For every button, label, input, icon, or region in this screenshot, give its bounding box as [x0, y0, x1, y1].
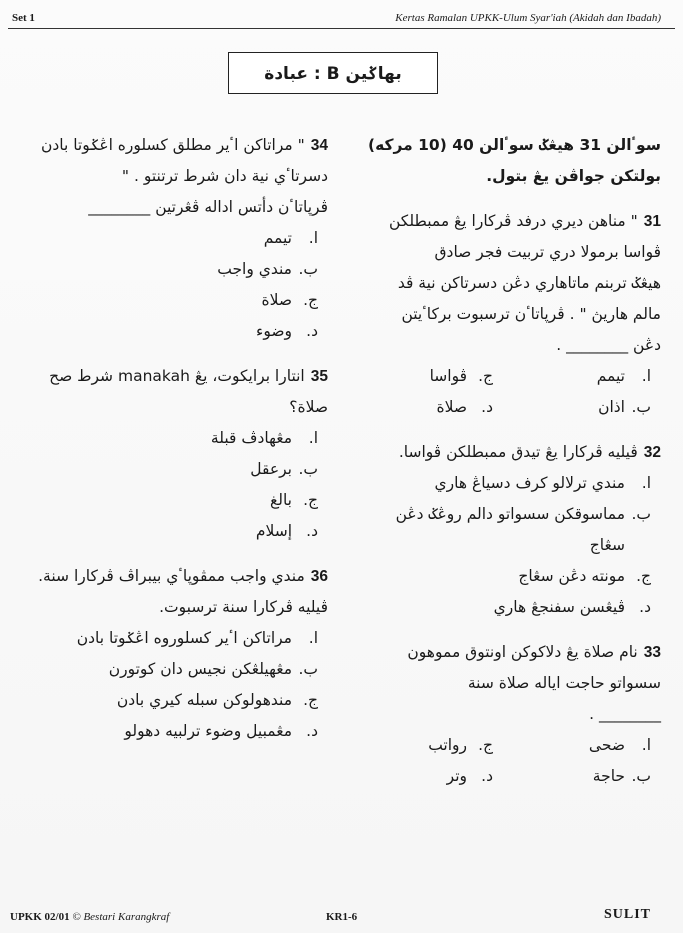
left-column	[28, 130, 328, 761]
option-letter: ا.	[641, 736, 651, 754]
page-header	[8, 6, 675, 29]
paper-title: Kertas Ramalan UPKK-Ulum Syar'iah (Akidah dan Ibadah)	[395, 12, 661, 24]
question-text: مندي واجب ممڤوڽاٴي بيبراڤ ڤركارا سنة.	[38, 567, 305, 585]
option-c[interactable]	[345, 730, 493, 761]
option-text: ڤيڠسن سفنجڠ هاري	[493, 598, 625, 616]
option-text: مڠهادڤ قبلة	[210, 429, 292, 447]
question-text: ڤيليه ڤركارا يڠ تيدق ممبطلكن ڤواسا.	[398, 443, 638, 461]
option-letter: ا.	[641, 367, 651, 385]
question-36	[28, 561, 328, 747]
option-d[interactable]	[28, 716, 328, 747]
question-number: 36	[310, 568, 328, 585]
option-c[interactable]	[28, 485, 328, 516]
option-letter: ج.	[478, 736, 493, 754]
option-b[interactable]	[503, 392, 651, 423]
question-text: " مراتاكن اٴير مطلق كسلوره اڠݢوتا بادن	[40, 136, 305, 154]
option-letter: ب.	[298, 460, 318, 478]
page-footer	[8, 899, 675, 933]
option-text: مندي ترلالو كرف دسياڠ هاري	[434, 474, 625, 492]
option-b[interactable]	[28, 454, 328, 485]
paper-code: UPKK 02/01	[10, 911, 70, 923]
option-text: مندي واجب	[217, 260, 292, 278]
right-column	[345, 130, 661, 806]
question-34	[28, 130, 328, 347]
option-text: صلاة	[261, 291, 292, 309]
option-letter: د.	[306, 522, 318, 540]
option-text: تيمم	[263, 229, 292, 247]
question-text: سسواتو حاجت اياله صلاة سنة	[467, 674, 661, 692]
option-text: ڤواسا	[429, 367, 467, 385]
question-text: صلاة؟	[289, 398, 328, 416]
question-text: هيڠݢ تربنم ماتاهاري دڠن دسرتاكن نية ڤد	[397, 274, 661, 292]
option-c[interactable]	[28, 285, 328, 316]
option-text: اذان	[598, 398, 625, 416]
option-letter: ب.	[298, 260, 318, 278]
section-instructions	[345, 130, 661, 192]
option-letter: د.	[481, 767, 493, 785]
question-text: مالم هاريڽ " . ڤرڽاتاٴن ترسبوت برکاٴيتن	[401, 305, 661, 323]
option-c[interactable]	[345, 561, 661, 592]
option-text: وتر	[446, 767, 467, 785]
option-letter: د.	[306, 322, 318, 340]
option-a[interactable]	[345, 468, 661, 499]
option-d[interactable]	[28, 516, 328, 547]
question-text: ڤواسا برمولا دري تربيت فجر صادق	[434, 243, 661, 261]
option-text: مراتاكن اٴير كسلوروه اڠݢوتا بادن	[76, 629, 292, 647]
option-d[interactable]	[345, 392, 493, 423]
option-text: ضحى	[588, 736, 625, 754]
question-number: 32	[643, 444, 661, 461]
option-d[interactable]	[28, 316, 328, 347]
question-31	[345, 206, 661, 423]
option-a[interactable]	[503, 361, 651, 392]
option-list	[345, 468, 661, 623]
option-list	[345, 730, 661, 792]
option-text: برعقل	[250, 460, 292, 478]
option-letter: ج.	[478, 367, 493, 385]
option-letter: د.	[481, 398, 493, 416]
set-label: Set 1	[12, 12, 35, 24]
question-number: 33	[643, 644, 661, 661]
option-b[interactable]	[28, 254, 328, 285]
option-text: تيمم	[596, 367, 625, 385]
option-text: وضوء	[256, 322, 292, 340]
option-text: مندهولوكن سبله كيري بادن	[116, 691, 292, 709]
question-text: انتارا برايكوت، يڠ manakah شرط صح	[49, 367, 305, 385]
question-text: " مناهن ديري درفد ڤركارا يڠ ممبطلكن	[388, 212, 638, 230]
option-letter: ا.	[308, 429, 318, 447]
option-a[interactable]	[28, 623, 328, 654]
option-letter: د.	[306, 722, 318, 740]
question-text: نام صلاة يڠ دلاكوكن اونتوق مموهون	[407, 643, 638, 661]
instruction-line: بولتكن جواڤن يڠ بتول.	[486, 167, 661, 185]
option-a[interactable]	[28, 423, 328, 454]
publisher-name: © Bestari Karangkraf	[72, 911, 170, 923]
option-b-continued	[345, 530, 661, 561]
question-number: 34	[310, 137, 328, 154]
option-text: صلاة	[436, 398, 467, 416]
option-c[interactable]	[345, 361, 493, 392]
question-text: ڤرڽاتاٴن دأتس اداله ڤڠرتين ________	[88, 198, 328, 216]
option-letter: ج.	[636, 567, 651, 585]
option-b[interactable]	[503, 761, 651, 792]
question-text: دسرتاٴي نية دان شرط ترتنتو . "	[121, 167, 328, 185]
option-d[interactable]	[345, 761, 493, 792]
instruction-line: سوٴالن 31 هيڠݢ سوٴالن 40 (10 مركه)	[368, 136, 661, 154]
option-letter: ب.	[631, 505, 651, 523]
option-list	[28, 623, 328, 747]
option-list	[28, 223, 328, 347]
option-text: سڠاج	[589, 536, 625, 554]
option-list	[345, 361, 661, 423]
option-a[interactable]	[28, 223, 328, 254]
option-text: مڠهيلڠكن نجيس دان كوتورن	[108, 660, 292, 678]
question-number: 31	[643, 213, 661, 230]
question-number: 35	[310, 368, 328, 385]
section-heading: بهاݢين B : عبادة	[228, 52, 438, 94]
question-33	[345, 637, 661, 792]
option-letter: ب.	[631, 398, 651, 416]
option-letter: ج.	[303, 491, 318, 509]
question-text: ________ .	[589, 705, 661, 723]
option-letter: ب.	[631, 767, 651, 785]
option-text: بالغ	[269, 491, 292, 509]
option-letter: ج.	[303, 691, 318, 709]
option-letter: د.	[639, 598, 651, 616]
option-b[interactable]	[28, 654, 328, 685]
option-a[interactable]	[503, 730, 651, 761]
page-code: KR1-6	[326, 911, 358, 923]
option-list	[28, 423, 328, 547]
question-32	[345, 437, 661, 623]
option-text: مماسوقكن سسواتو دالم روڠݢ دڠن	[395, 505, 625, 523]
option-d[interactable]	[345, 592, 661, 623]
option-letter: ا.	[308, 229, 318, 247]
option-letter: ج.	[303, 291, 318, 309]
question-text: دڠن ________ .	[556, 336, 661, 354]
option-letter: ا.	[308, 629, 318, 647]
option-text: إسلام	[255, 522, 292, 540]
option-text: رواتب	[428, 736, 467, 754]
option-b[interactable]	[345, 499, 661, 530]
option-c[interactable]	[28, 685, 328, 716]
option-letter: ب.	[298, 660, 318, 678]
option-text: حاجة	[592, 767, 625, 785]
option-text: مونته دڠن سڠاج	[518, 567, 625, 585]
question-35	[28, 361, 328, 547]
question-text: ڤيليه ڤركارا سنة ترسبوت.	[159, 598, 328, 616]
option-letter: ا.	[641, 474, 651, 492]
option-text: مڠمبيل وضوء ترلبيه دهولو	[124, 722, 292, 740]
classification-label: SULIT	[603, 907, 651, 922]
footer-publisher	[10, 911, 169, 923]
